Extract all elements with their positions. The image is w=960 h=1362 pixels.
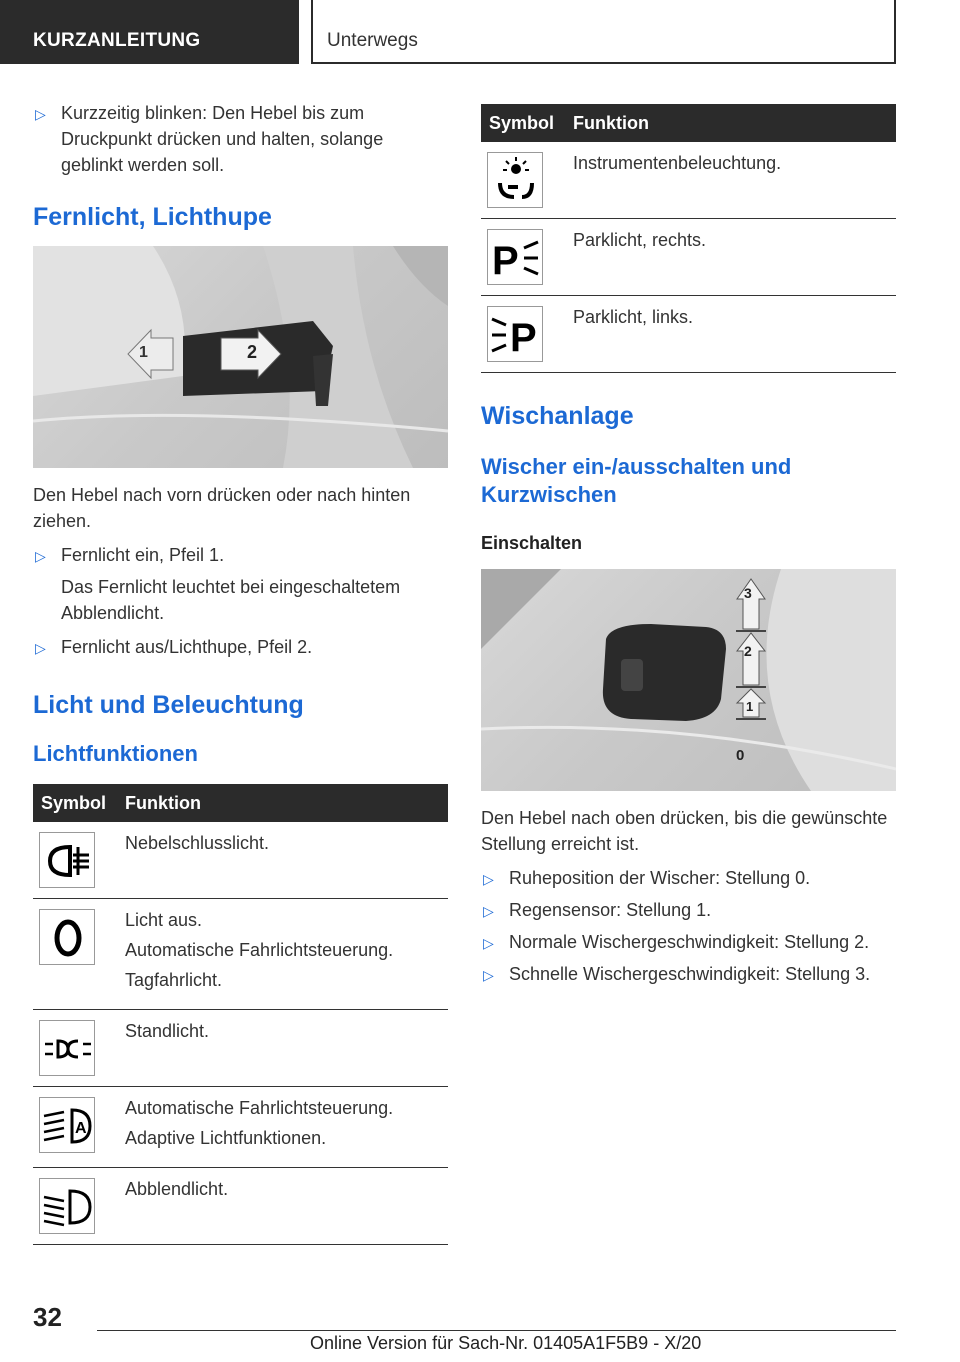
row-text: Automatische Fahrlichtsteuerung. <box>125 1098 394 1118</box>
lever-illustration <box>33 246 448 468</box>
heading-wischer: Wischer ein-/ausschalten und Kurzwischen <box>481 454 792 507</box>
triangle-bullet-icon: ▷ <box>483 871 494 887</box>
table-header-row <box>33 784 448 822</box>
table-row <box>33 822 448 899</box>
table-header-row <box>481 104 896 142</box>
table-row <box>33 1168 448 1245</box>
row-text: Abblendlicht. <box>125 1179 229 1199</box>
bullet-wiper-1: ▷ Regensensor: Stellung 1. <box>481 897 896 923</box>
arrow-label-2: 2 <box>247 342 258 362</box>
table-row <box>481 142 896 219</box>
auto-headlight-icon <box>39 1097 95 1153</box>
row-text: Standlicht. <box>125 1021 210 1041</box>
triangle-bullet-icon: ▷ <box>483 935 494 951</box>
col-symbol: Symbol <box>481 104 573 142</box>
row-text: Adaptive Lichtfunktionen. <box>125 1128 327 1148</box>
bullet-wiper-0: ▷ Ruheposition der Wischer: Stellung 0. <box>481 865 896 891</box>
svg-text:P: P <box>492 239 519 283</box>
section-tab: KURZANLEITUNG <box>0 0 299 64</box>
position-label-3: 3 <box>744 585 752 601</box>
right-column <box>481 100 896 993</box>
bullet-wiper-2: ▷ Normale Wischergeschwindigkeit: Stellung 2. <box>481 929 896 955</box>
arrow-label-1: 1 <box>139 344 148 361</box>
table-row <box>33 1087 448 1168</box>
footer-divider <box>97 1330 896 1331</box>
heading-einschalten: Einschalten <box>481 533 583 553</box>
row-text: Automatische Fahrlichtsteuerung. <box>125 940 394 960</box>
side-light-icon <box>39 1020 95 1076</box>
row-text: Parklicht, links. <box>573 307 694 327</box>
table-row <box>481 296 896 373</box>
row-text: Licht aus. <box>125 910 203 930</box>
bullet-blink: ▷ Kurzzeitig blinken: Den Hebel bis zum Druckpunkt drücken und halten, solange geblinkt werden soll. <box>35 103 384 175</box>
parking-light-left-icon <box>487 306 543 362</box>
light-function-table-continued <box>481 104 896 373</box>
bullet-fernlicht-ein: ▷ Fernlicht ein, Pfeil 1. Das Fernlicht leuchtet bei eingeschaltetem Abblendlicht. <box>35 545 401 623</box>
footer-version: Online Version für Sach-Nr. 01405A1F5B9 - X/20 <box>310 1333 702 1353</box>
table-row <box>33 1010 448 1087</box>
heading-wischanlage: Wischanlage <box>481 402 634 430</box>
heading-fernlicht: Fernlicht, Lichthupe <box>33 203 272 231</box>
table-row <box>481 219 896 296</box>
instrument-lighting-icon <box>487 152 543 208</box>
bullet-wiper-3: ▷ Schnelle Wischergeschwindigkeit: Stellung 3. <box>481 961 896 987</box>
heading-lichtfunktionen: Lichtfunktionen <box>33 741 198 766</box>
bullet-fernlicht-aus: ▷ Fernlicht aus/Lichthupe, Pfeil 2. <box>33 634 448 660</box>
col-symbol: Symbol <box>33 784 125 822</box>
triangle-bullet-icon: ▷ <box>483 967 494 983</box>
position-label-1: 1 <box>746 699 754 714</box>
row-text: Instrumentenbeleuchtung. <box>573 153 782 173</box>
heading-licht: Licht und Beleuchtung <box>33 691 304 719</box>
position-label-0: 0 <box>736 747 745 764</box>
chapter-tab: Unterwegs <box>311 0 896 64</box>
wiper-illustration <box>481 569 896 791</box>
triangle-bullet-icon: ▷ <box>483 903 494 919</box>
col-funktion: Funktion <box>573 104 896 142</box>
para-hebel: Den Hebel nach vorn drücken oder nach hinten ziehen. <box>33 485 411 531</box>
page-number: 32 <box>33 1302 62 1332</box>
svg-text:A: A <box>75 1120 87 1137</box>
left-column <box>33 100 448 1245</box>
triangle-bullet-icon: ▷ <box>35 106 46 122</box>
svg-text:P: P <box>510 316 537 360</box>
row-text: Tagfahrlicht. <box>125 970 223 990</box>
table-row <box>33 899 448 1010</box>
page-header <box>0 0 960 66</box>
light-function-table <box>33 784 448 1245</box>
light-off-icon <box>39 909 95 965</box>
triangle-bullet-icon: ▷ <box>35 548 46 564</box>
col-funktion: Funktion <box>125 784 448 822</box>
row-text: Nebelschlusslicht. <box>125 833 270 853</box>
parking-light-right-icon <box>487 229 543 285</box>
low-beam-icon <box>39 1178 95 1234</box>
rear-fog-light-icon <box>39 832 95 888</box>
position-label-2: 2 <box>744 643 752 659</box>
row-text: Parklicht, rechts. <box>573 230 707 250</box>
triangle-bullet-icon: ▷ <box>35 640 46 656</box>
para-wiper-hebel: Den Hebel nach oben drücken, bis die gewünschte Stellung erreicht ist. <box>481 808 888 854</box>
photo-high-beam-lever <box>33 246 448 468</box>
photo-wiper-lever <box>481 569 896 791</box>
